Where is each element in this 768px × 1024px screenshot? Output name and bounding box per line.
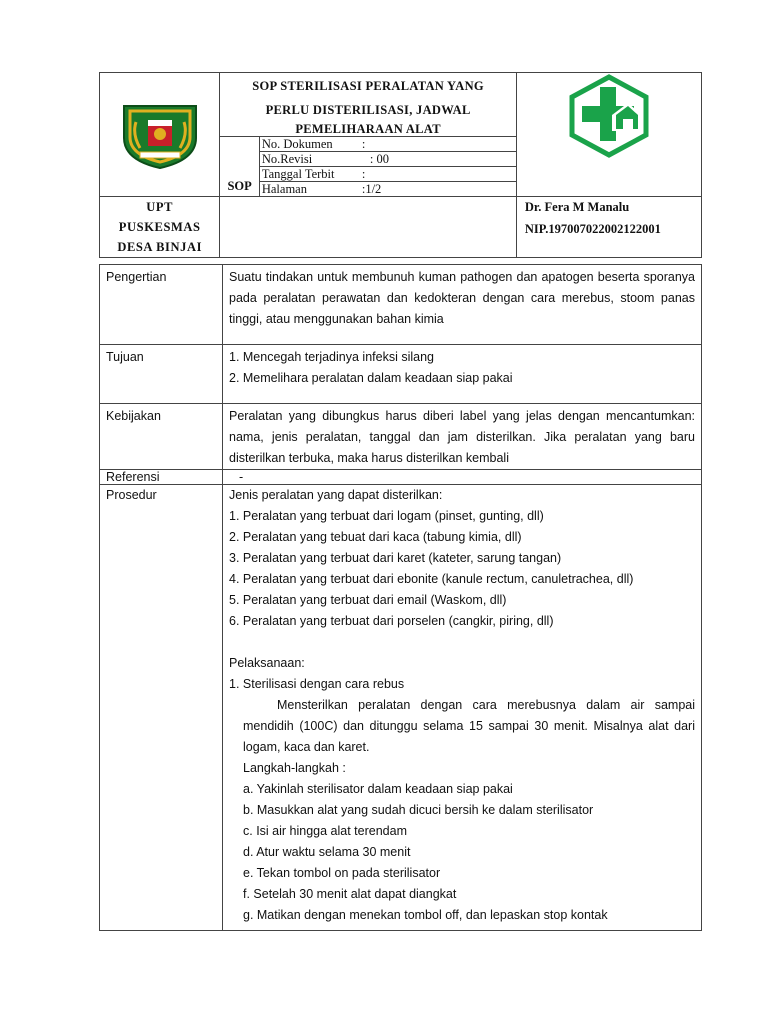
list-item: c. Isi air hingga alat terendam — [243, 824, 407, 838]
steps-label: Langkah-langkah : — [243, 761, 346, 775]
right-logo-cell — [516, 73, 701, 197]
puskesmas-logo-icon — [566, 73, 652, 159]
org-line-3: DESA BINJAI — [117, 240, 203, 254]
label-prosedur: Prosedur — [100, 485, 223, 931]
left-logo-cell — [100, 73, 220, 197]
header-table — [99, 72, 702, 258]
list-item: 4. Peralatan yang terbuat dari ebonite (kanule rectum, canuletrachea, dll) — [229, 572, 634, 586]
meta-value: :1/2 — [361, 182, 382, 196]
signer-name: Dr. Fera M Manalu — [524, 200, 630, 214]
label-referensi: Referensi — [100, 470, 223, 485]
list-item: 2. Memelihara peralatan dalam keadaan siap pakai — [229, 371, 513, 385]
label-tujuan: Tujuan — [100, 345, 223, 404]
list-item: f. Setelah 30 menit alat dapat diangkat — [243, 887, 457, 901]
text-referensi: - — [223, 470, 702, 485]
tujuan-list — [223, 345, 702, 404]
meta-label: Halaman — [261, 182, 307, 196]
pelaksanaan-label: Pelaksanaan: — [229, 656, 305, 670]
spacer — [229, 632, 695, 653]
title-line-3: PEMELIHARAAN ALAT — [295, 122, 441, 136]
meta-row — [260, 182, 516, 196]
list-item: a. Yakinlah sterilisator dalam keadaan siap pakai — [243, 782, 513, 796]
regional-emblem-icon — [118, 100, 202, 170]
list-item: 1. Mencegah terjadinya infeksi silang — [229, 350, 434, 364]
list-item: 3. Peralatan yang terbuat dari karet (kateter, sarung tangan) — [229, 551, 562, 565]
blank-cell — [220, 197, 516, 258]
list-item: g. Matikan dengan menekan tombol off, dan lepaskan stop kontak — [243, 908, 608, 922]
list-item: e. Tekan tombol on pada sterilisator — [243, 866, 441, 880]
meta-value: : — [361, 167, 366, 181]
list-item: b. Masukkan alat yang sudah dicuci bersih ke dalam sterilisator — [243, 803, 594, 817]
meta-row — [260, 167, 516, 182]
meta-label: No.Revisi — [261, 152, 313, 166]
method-title: 1. Sterilisasi dengan cara rebus — [229, 677, 405, 691]
organization-cell — [100, 197, 220, 258]
org-line-2: PUSKESMAS — [118, 220, 201, 234]
list-item: 6. Peralatan yang terbuat dari porselen (cangkir, piring, dll) — [229, 614, 554, 628]
sop-label: SOP — [220, 137, 259, 197]
list-item: 2. Peralatan yang tebuat dari kaca (tabung kimia, dll) — [229, 530, 522, 544]
sop-body-table — [99, 264, 702, 931]
meta-value: : — [361, 137, 366, 151]
method-description: Mensterilkan peralatan dengan cara merebusnya dalam air sampai mendidih (100C) dan ditunggu selama 15 sampai 30 menit. Misalnya alat dari logam, kaca dan karet. — [243, 698, 695, 754]
document-meta — [259, 137, 516, 197]
meta-label: No. Dokumen — [261, 137, 333, 151]
title-line-2: PERLU DISTERILISASI, JADWAL — [265, 103, 471, 117]
meta-value: : 00 — [369, 152, 389, 166]
list-item: 1. Peralatan yang terbuat dari logam (pinset, gunting, dll) — [229, 509, 544, 523]
row-kebijakan — [100, 404, 702, 470]
meta-row — [260, 152, 516, 167]
row-tujuan — [100, 345, 702, 404]
prosedur-content — [223, 485, 702, 931]
meta-label: Tanggal Terbit — [261, 167, 335, 181]
label-pengertian: Pengertian — [100, 265, 223, 345]
title-cell — [220, 73, 516, 137]
row-prosedur — [100, 485, 702, 931]
list-item: d. Atur waktu selama 30 menit — [243, 845, 411, 859]
title-line-1: SOP STERILISASI PERALATAN YANG — [252, 79, 484, 93]
text-kebijakan: Peralatan yang dibungkus harus diberi label yang jelas dengan mencantumkan: nama, jenis peralatan, tanggal dan jam disterilkan. Jika peralatan yang baru disterilkan terbuka, maka harus disterilkan kembali — [223, 404, 702, 470]
row-referensi — [100, 470, 702, 485]
meta-row — [260, 137, 516, 152]
signer-nip: NIP.197007022002122001 — [524, 222, 661, 236]
label-kebijakan: Kebijakan — [100, 404, 223, 470]
prosedur-intro: Jenis peralatan yang dapat disterilkan: — [229, 488, 443, 502]
row-pengertian — [100, 265, 702, 345]
org-line-1: UPT — [146, 200, 174, 214]
list-item: 5. Peralatan yang terbuat dari email (Waskom, dll) — [229, 593, 507, 607]
text-pengertian: Suatu tindakan untuk membunuh kuman pathogen dan apatogen beserta sporanya pada peralatan perawatan dan kedokteran dengan cara merebus, stoom panas tinggi, atau menggunakan bahan kimia — [223, 265, 702, 345]
signer-cell — [516, 197, 701, 258]
